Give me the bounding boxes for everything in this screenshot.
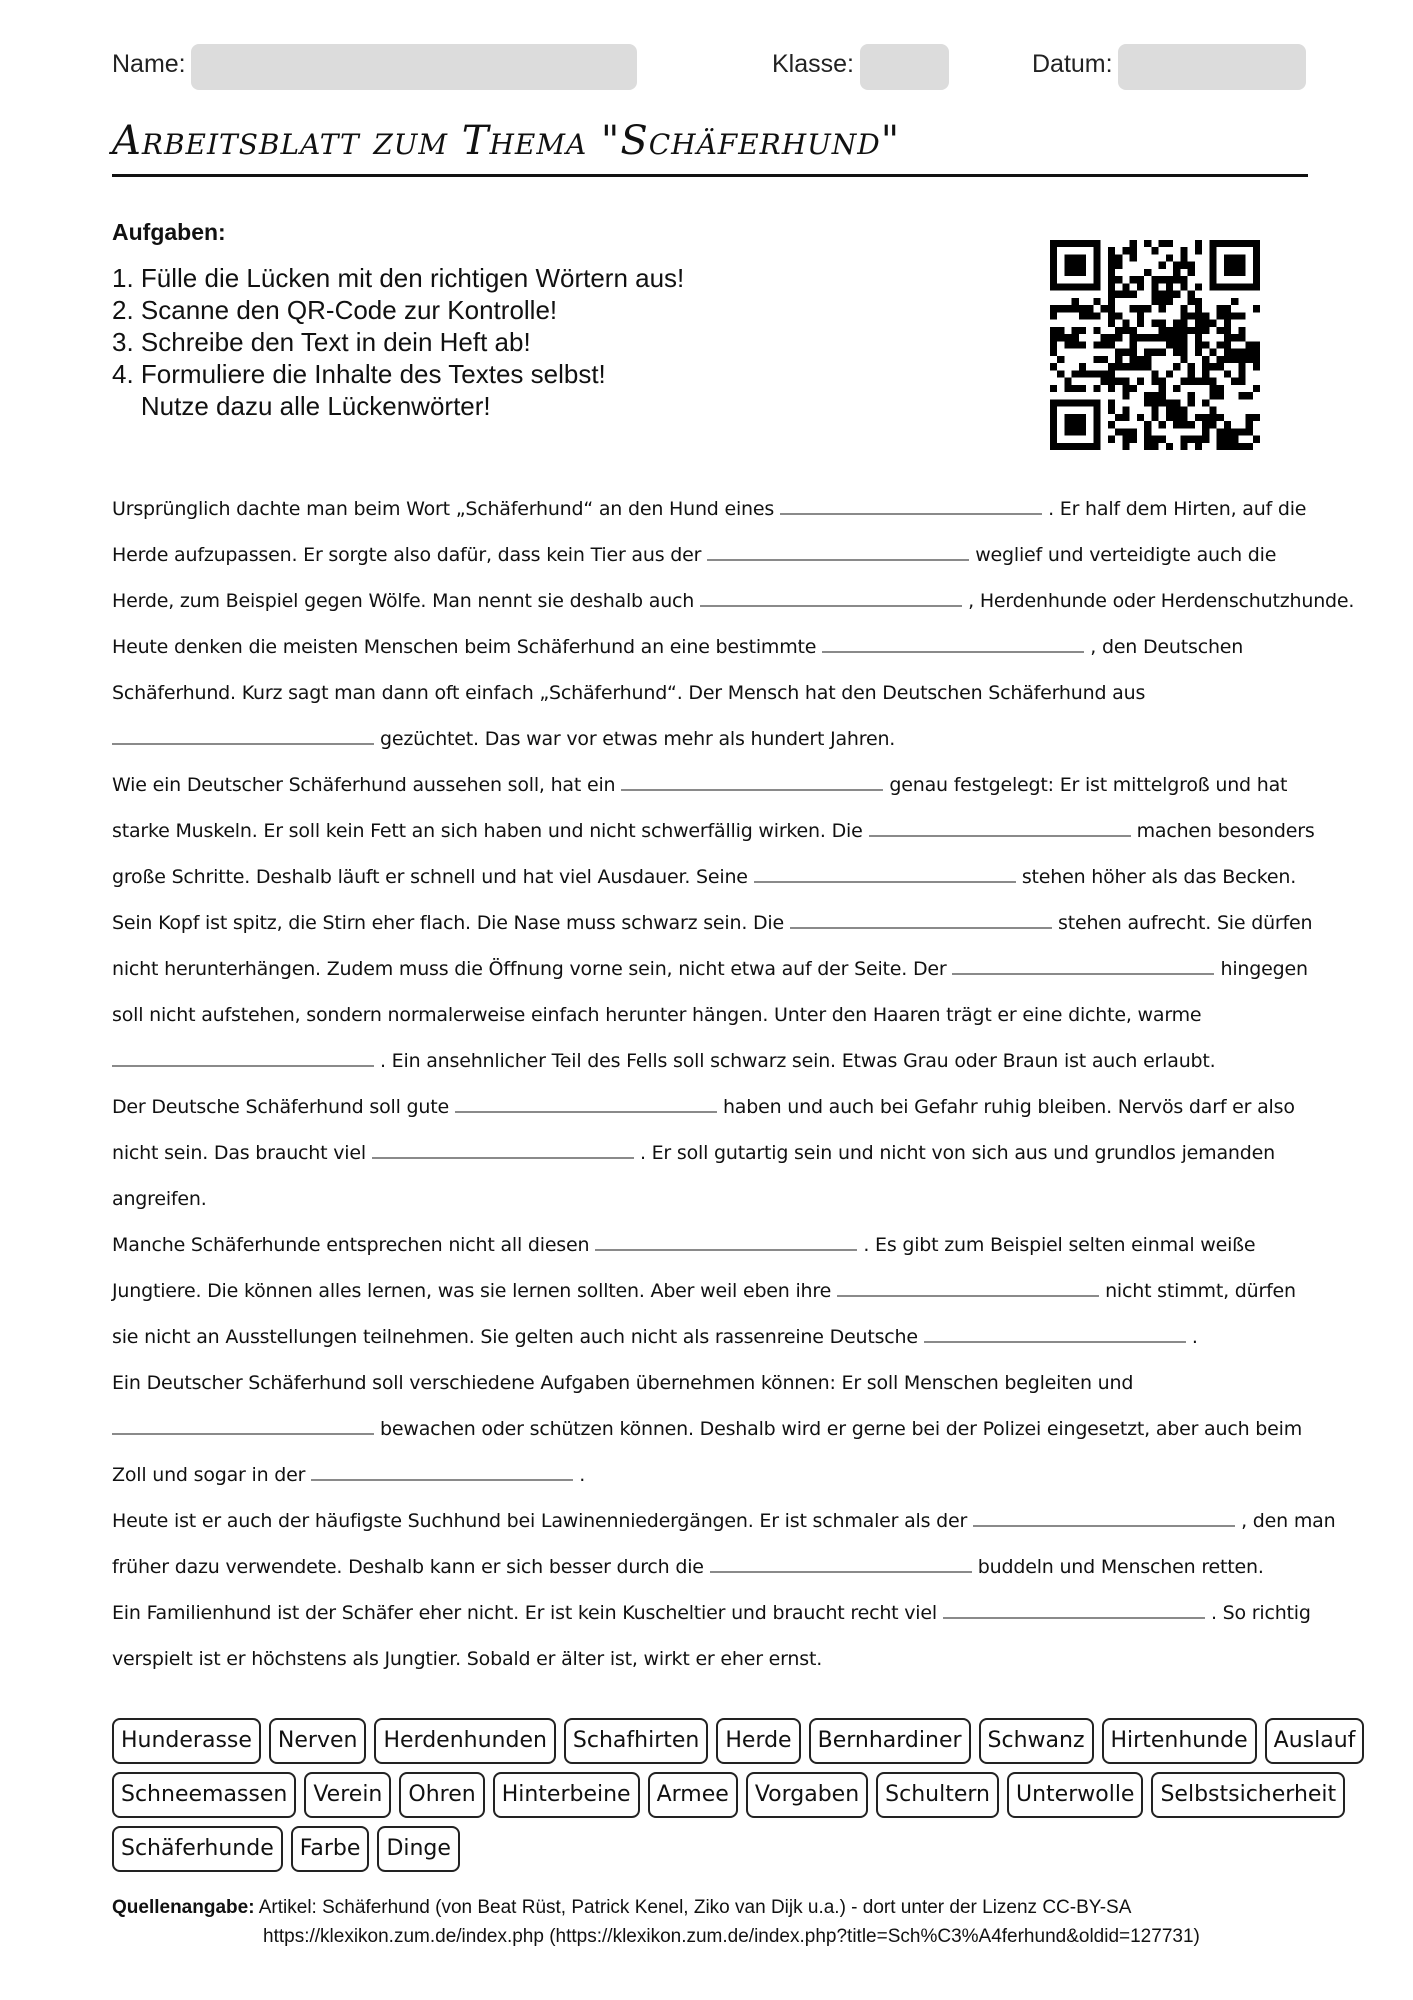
text-segment: . Es gibt zum Beispiel selten einmal weiße bbox=[863, 1234, 1256, 1256]
word-card[interactable]: Schafhirten bbox=[564, 1718, 708, 1764]
blank-field[interactable] bbox=[710, 1549, 972, 1573]
blank-field[interactable] bbox=[790, 905, 1052, 929]
text-line bbox=[112, 1544, 1322, 1590]
word-card[interactable]: Schneemassen bbox=[112, 1772, 296, 1818]
text-line bbox=[112, 762, 1322, 808]
text-line bbox=[112, 578, 1355, 624]
text-segment: Sein Kopf ist spitz, die Stirn eher flach. Die Nase muss schwarz sein. Die bbox=[112, 912, 785, 934]
text-line bbox=[112, 854, 1322, 900]
text-line bbox=[112, 946, 1322, 992]
blank-field[interactable] bbox=[311, 1457, 573, 1481]
text-segment: buddeln und Menschen retten. bbox=[977, 1556, 1264, 1578]
text-segment: nicht sein. Das braucht viel bbox=[112, 1142, 366, 1164]
text-line bbox=[112, 1176, 1322, 1222]
text-segment: Jungtiere. Die können alles lernen, was sie lernen sollten. Aber weil eben ihre bbox=[112, 1280, 832, 1302]
text-segment: stehen höher als das Becken. bbox=[1021, 866, 1297, 888]
text-segment: genau festgelegt: Er ist mittelgroß und hat bbox=[889, 774, 1288, 796]
word-card[interactable]: Hunderasse bbox=[112, 1718, 261, 1764]
text-segment: stehen aufrecht. Sie dürfen bbox=[1058, 912, 1313, 934]
text-segment: angreifen. bbox=[112, 1188, 207, 1210]
klasse-label: Klasse: bbox=[772, 50, 854, 78]
text-segment: hingegen bbox=[1220, 958, 1308, 980]
blank-field[interactable] bbox=[924, 1319, 1186, 1343]
blank-field[interactable] bbox=[595, 1227, 857, 1251]
text-segment: , den man bbox=[1241, 1510, 1336, 1532]
blank-field[interactable] bbox=[754, 859, 1016, 883]
task-item: 4. Formuliere die Inhalte des Textes selbst! bbox=[112, 359, 606, 389]
text-segment: Zoll und sogar in der bbox=[112, 1464, 306, 1486]
blank-field[interactable] bbox=[700, 583, 962, 607]
text-line bbox=[112, 486, 1322, 532]
text-line bbox=[112, 624, 1322, 670]
text-segment: früher dazu verwendete. Deshalb kann er sich besser durch die bbox=[112, 1556, 704, 1578]
text-line bbox=[112, 1268, 1322, 1314]
word-card[interactable]: Schultern bbox=[876, 1772, 999, 1818]
word-card[interactable]: Armee bbox=[648, 1772, 738, 1818]
word-bank-row bbox=[112, 1718, 1356, 1764]
text-segment: . bbox=[579, 1464, 586, 1486]
text-segment: weglief und verteidigte auch die bbox=[975, 544, 1277, 566]
blank-field[interactable] bbox=[621, 767, 883, 791]
word-card[interactable]: Hinterbeine bbox=[493, 1772, 640, 1818]
text-segment: Der Deutsche Schäferhund soll gute bbox=[112, 1096, 449, 1118]
text-line bbox=[112, 1038, 1322, 1084]
blank-field[interactable] bbox=[707, 537, 969, 561]
text-segment: Herde, zum Beispiel gegen Wölfe. Man nennt sie deshalb auch bbox=[112, 590, 695, 612]
task-item: 1. Fülle die Lücken mit den richtigen Wörtern aus! bbox=[112, 263, 685, 293]
text-segment: . Er soll gutartig sein und nicht von sich aus und grundlos jemanden bbox=[639, 1142, 1275, 1164]
text-line bbox=[112, 1084, 1322, 1130]
text-segment: Herde aufzupassen. Er sorgte also dafür, dass kein Tier aus der bbox=[112, 544, 702, 566]
blank-field[interactable] bbox=[869, 813, 1131, 837]
text-segment: . Ein ansehnlicher Teil des Fells soll schwarz sein. Etwas Grau oder Braun ist auch erlaubt. bbox=[380, 1050, 1216, 1072]
blank-field[interactable] bbox=[112, 1043, 374, 1067]
text-segment: Manche Schäferhunde entsprechen nicht all diesen bbox=[112, 1234, 590, 1256]
text-segment: nicht herunterhängen. Zudem muss die Öffnung vorne sein, nicht etwa auf der Seite. Der bbox=[112, 958, 947, 980]
task-item: Nutze dazu alle Lückenwörter! bbox=[112, 391, 491, 421]
name-field[interactable] bbox=[191, 44, 637, 90]
text-line bbox=[112, 1130, 1322, 1176]
word-card[interactable]: Schwanz bbox=[979, 1718, 1094, 1764]
text-segment: Wie ein Deutscher Schäferhund aussehen soll, hat ein bbox=[112, 774, 616, 796]
text-segment: , den Deutschen bbox=[1090, 636, 1244, 658]
blank-field[interactable] bbox=[822, 629, 1084, 653]
text-segment: . So richtig bbox=[1210, 1602, 1311, 1624]
cloze-text bbox=[112, 486, 1355, 1682]
blank-field[interactable] bbox=[112, 1411, 374, 1435]
blank-field[interactable] bbox=[112, 721, 374, 745]
name-label: Name: bbox=[112, 50, 186, 78]
text-line bbox=[112, 992, 1322, 1038]
text-line bbox=[112, 1590, 1322, 1636]
text-line bbox=[112, 1406, 1322, 1452]
klasse-field[interactable] bbox=[860, 44, 949, 90]
word-card[interactable]: Nerven bbox=[269, 1718, 367, 1764]
source-note bbox=[112, 1893, 1200, 1951]
text-line bbox=[112, 1360, 1322, 1406]
blank-field[interactable] bbox=[952, 951, 1214, 975]
text-segment: Heute denken die meisten Menschen beim Schäferhund an eine bestimmte bbox=[112, 636, 817, 658]
word-card[interactable]: Herdenhunden bbox=[374, 1718, 555, 1764]
worksheet-title: Arbeitsblatt zum Thema "Schäferhund" bbox=[112, 118, 901, 164]
datum-label: Datum: bbox=[1032, 50, 1113, 78]
text-line bbox=[112, 1314, 1322, 1360]
word-card[interactable]: Ohren bbox=[399, 1772, 484, 1818]
text-segment: haben und auch bei Gefahr ruhig bleiben. Nervös darf er also bbox=[722, 1096, 1295, 1118]
title-underline bbox=[112, 174, 1308, 177]
text-line bbox=[112, 1636, 1322, 1682]
text-segment: . Er half dem Hirten, auf die bbox=[1048, 498, 1307, 520]
blank-field[interactable] bbox=[455, 1089, 717, 1113]
text-segment: Ursprünglich dachte man beim Wort „Schäferhund“ an den Hund eines bbox=[112, 498, 775, 520]
text-segment: gezüchtet. Das war vor etwas mehr als hundert Jahren. bbox=[380, 728, 896, 750]
task-item: 2. Scanne den QR-Code zur Kontrolle! bbox=[112, 295, 558, 325]
text-line bbox=[112, 1222, 1322, 1268]
source-line-2: https://klexikon.zum.de/index.php (https://klexikon.zum.de/index.php?title=Sch%C3%A4ferhund&oldid=127731) bbox=[263, 1926, 1200, 1947]
word-card[interactable]: Selbstsicherheit bbox=[1151, 1772, 1345, 1818]
task-item: 3. Schreibe den Text in dein Heft ab! bbox=[112, 327, 531, 357]
text-segment: Ein Deutscher Schäferhund soll verschiedene Aufgaben übernehmen können: Er soll Menschen begleiten und bbox=[112, 1372, 1134, 1394]
blank-field[interactable] bbox=[943, 1595, 1205, 1619]
text-line bbox=[112, 1498, 1336, 1544]
word-card[interactable]: Unterwolle bbox=[1007, 1772, 1143, 1818]
text-line bbox=[112, 900, 1322, 946]
word-bank bbox=[112, 1718, 1356, 1880]
text-segment: verspielt ist er höchstens als Jungtier. Sobald er älter ist, wirkt er eher ernst. bbox=[112, 1648, 823, 1670]
text-segment: sie nicht an Ausstellungen teilnehmen. Sie gelten auch nicht als rassenreine Deutsche bbox=[112, 1326, 918, 1348]
text-segment: starke Muskeln. Er soll kein Fett an sich haben und nicht schwerfällig wirken. Die bbox=[112, 820, 863, 842]
text-segment: nicht stimmt, dürfen bbox=[1105, 1280, 1296, 1302]
blank-field[interactable] bbox=[973, 1503, 1235, 1527]
text-segment: soll nicht aufstehen, sondern normalerweise einfach herunter hängen. Unter den Haaren trägt er eine dichte, warme bbox=[112, 1004, 1202, 1026]
text-segment: Ein Familienhund ist der Schäfer eher nicht. Er ist kein Kuscheltier und braucht recht viel bbox=[112, 1602, 937, 1624]
text-line bbox=[112, 716, 1322, 762]
word-card[interactable]: Hirtenhunde bbox=[1102, 1718, 1257, 1764]
word-card[interactable]: Herde bbox=[716, 1718, 800, 1764]
blank-field[interactable] bbox=[837, 1273, 1099, 1297]
blank-field[interactable] bbox=[372, 1135, 634, 1159]
text-line bbox=[112, 1452, 1322, 1498]
source-line-1: Artikel: Schäferhund (von Beat Rüst, Patrick Kenel, Ziko van Dijk u.a.) - dort unter der Lizenz CC-BY-SA bbox=[254, 1897, 1132, 1918]
word-card[interactable]: Auslauf bbox=[1265, 1718, 1365, 1764]
tasks-heading: Aufgaben: bbox=[112, 219, 226, 245]
task-list bbox=[112, 262, 684, 422]
text-segment: . bbox=[1191, 1326, 1198, 1348]
word-card[interactable]: Bernhardiner bbox=[809, 1718, 971, 1764]
text-segment: machen besonders bbox=[1136, 820, 1315, 842]
word-bank-row bbox=[112, 1826, 1312, 1872]
text-line bbox=[112, 532, 1322, 578]
text-segment: Heute ist er auch der häufigste Suchhund bei Lawinenniedergängen. Er ist schmaler als der bbox=[112, 1510, 968, 1532]
text-line bbox=[112, 670, 1322, 716]
qr-code-icon[interactable] bbox=[1050, 240, 1260, 450]
text-segment: große Schritte. Deshalb läuft er schnell und hat viel Ausdauer. Seine bbox=[112, 866, 748, 888]
word-card[interactable]: Verein bbox=[304, 1772, 391, 1818]
source-label: Quellenangabe: bbox=[112, 1897, 255, 1918]
text-segment: , Herdenhunde oder Herdenschutzhunde. bbox=[968, 590, 1355, 612]
word-card[interactable]: Dinge bbox=[377, 1826, 460, 1872]
text-segment: Schäferhund. Kurz sagt man dann oft einfach „Schäferhund“. Der Mensch hat den Deutschen Schäferhund aus bbox=[112, 682, 1146, 704]
word-card[interactable]: Farbe bbox=[291, 1826, 370, 1872]
text-line bbox=[112, 808, 1322, 854]
text-segment: bewachen oder schützen können. Deshalb wird er gerne bei der Polizei eingesetzt, aber auch beim bbox=[380, 1418, 1303, 1440]
datum-field[interactable] bbox=[1118, 44, 1306, 90]
word-bank-row bbox=[112, 1772, 1337, 1818]
word-card[interactable]: Schäferhunde bbox=[112, 1826, 283, 1872]
word-card[interactable]: Vorgaben bbox=[746, 1772, 868, 1818]
blank-field[interactable] bbox=[780, 491, 1042, 515]
